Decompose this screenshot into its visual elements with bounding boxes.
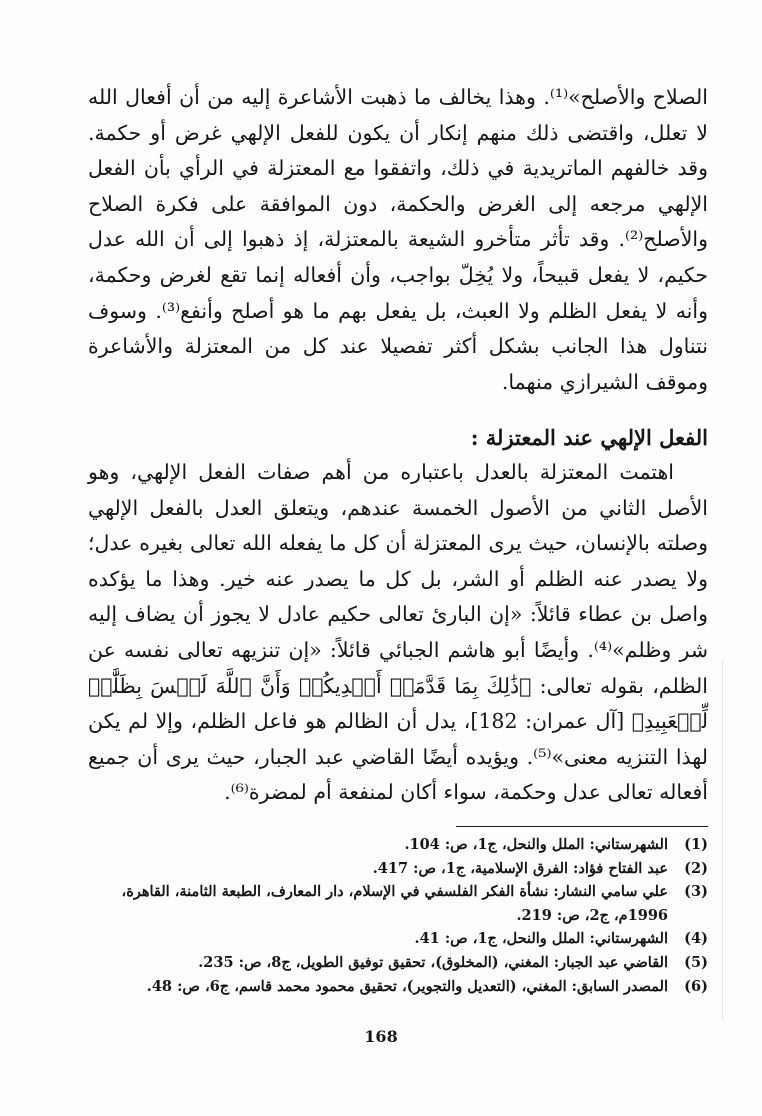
footnote-item	[92, 880, 708, 927]
footnote-text: عبد الفتاح فؤاد: الفرق الإسلامية، ج1، ص: 417.	[372, 859, 668, 877]
footnote-text: المصدر السابق: المغني، (التعديل والتجوير)، تحقيق محمود محمد قاسم، ج6، ص: 48.	[146, 977, 668, 995]
footnote-text: الشهرستاني: الملل والنحل، ج1، ص: 41.	[414, 930, 668, 948]
paragraph-text-1: الصلاح والأصلح»⁽¹⁾. وهذا يخالف ما ذهبت الأشاعرة إليه من أن أفعال الله لا تعلل، واقتضى ذلك منهم إنكار أن يكون للفعل الإلهي غرض أو حكمة. وقد خالفهم الماتريدية في ذلك، واتفقوا مع المعتزلة في الرأي بأن الفعل الإلهي مرجعه إلى الغرض والحكمة، دون الموافقة على فكرة الصلاح والأصلح⁽²⁾. وقد تأثر متأخرو الشيعة بالمعتزلة، إذ ذهبوا إلى أن الله عدل حكيم، لا يفعل قبيحاً، ولا يُخِلّ بواجب، وأن أفعاله إنما تقع لغرض وحكمة، وأنه لا يفعل الظلم ولا العبث، بل يفعل بهم ما هو أصلح وأنفع⁽³⁾. وسوف نتناول هذا الجانب بشكل أكثر تفصيلا عند كل من المعتزلة والأشاعرة وموقف الشيرازي منهما.	[88, 85, 708, 394]
footnote-number: (5)	[684, 953, 708, 971]
scan-edge-line	[722, 660, 723, 1020]
section-heading: الفعل الإلهي عند المعتزلة :	[470, 425, 708, 450]
footnote-number: (6)	[684, 977, 708, 995]
footnote-separator	[456, 826, 708, 827]
paragraph-text-2: اهتمت المعتزلة بالعدل باعتباره من أهم صفات الفعل الإلهي، وهو الأصل الثاني من الأصول الخمسة عندهم، ويتعلق العدل بالفعل الإلهي وصلته بالإنسان، حيث يرى المعتزلة أن كل ما يفعله الله تعالى بغيره عدل؛ ولا يصدر عنه الظلم أو الشر، بل كل ما يصدر عنه خير. وهذا ما يؤكده واصل بن عطاء قائلاً: «إن البارئ تعالى حكيم عادل لا يجوز أن يضاف إليه شر وظلم»⁽⁴⁾. وأيضًا أبو هاشم الجبائي قائلاً: «إن تنزيهه تعالى نفسه عن الظلم، بقوله تعالى: ﴿ذَٰلِكَ بِمَا قَدَّمَتۡ أَيۡدِيكُمۡ وَأَنَّ ٱللَّهَ لَيۡسَ بِظَلَّٰمٖ لِّلۡعَبِيدِ﴾ [آل عمران: 182]، يدل أن الظالم هو فاعل الظلم، وإلا لم يكن لهذا التنزيه معنى»⁽⁵⁾. ويؤيده أيضًا القاضي عبد الجبار، حيث يرى أن جميع أفعاله تعالى عدل وحكمة، سواء أكان لمنفعة أم لمضرة⁽⁶⁾.	[88, 460, 709, 805]
footnote-number: (2)	[684, 859, 708, 877]
footnote-item	[92, 975, 708, 999]
footnote-number: (1)	[684, 836, 708, 853]
footnote-text: الشهرستاني: الملل والنحل، ج1، ص: 104.	[404, 836, 668, 853]
footnote-number: (4)	[684, 930, 708, 948]
footnote-number: (3)	[684, 883, 708, 901]
footnote-text: علي سامي النشار: نشأة الفكر الفلسفي في الإسلام، دار المعارف، الطبعة الثامنة، القاهرة، 1996م، ج2، ص: 219.	[121, 883, 668, 924]
footnote-item	[92, 833, 708, 857]
footnote-text: القاضي عبد الجبار: المغني، (المخلوق)، تحقيق توفيق الطويل، ج8، ص: 235.	[198, 953, 668, 971]
footnotes-list	[92, 833, 708, 998]
footnote-item	[92, 927, 708, 951]
footnote-item	[92, 857, 708, 881]
page-number: 168	[364, 1027, 398, 1046]
footnote-item	[92, 951, 708, 975]
body-paragraph-2	[88, 455, 708, 811]
body-paragraph-1	[88, 80, 708, 400]
